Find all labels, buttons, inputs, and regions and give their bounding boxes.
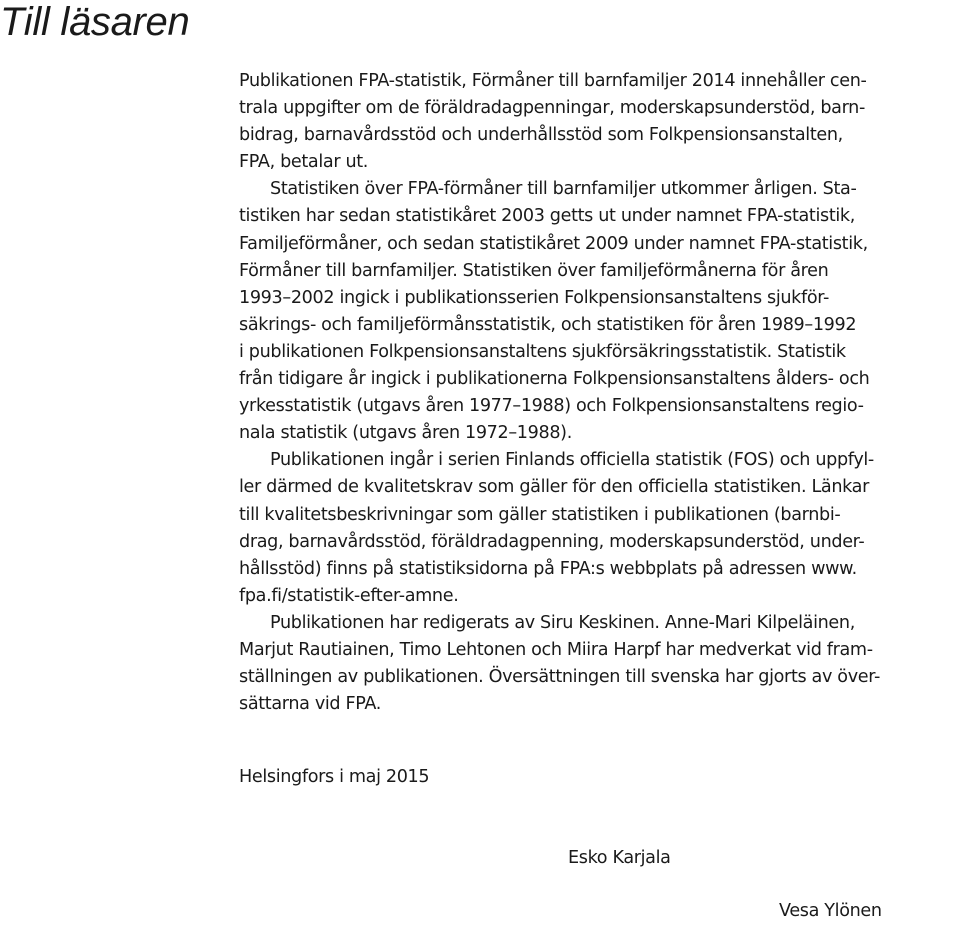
body-text: [239, 68, 955, 718]
body-line: sättarna vid FPA.: [239, 694, 382, 715]
body-line: Marjut Rautiainen, Timo Lehtonen och Miira Harpf har medverkat vid fram-: [239, 639, 873, 660]
body-line: Publikationen har redigerats av Siru Keskinen. Anne-Mari Kilpeläinen,: [270, 612, 855, 633]
body-line: FPA, betalar ut.: [239, 152, 369, 173]
body-line: Publikationen FPA-statistik, Förmåner till barnfamiljer 2014 innehåller cen-: [239, 71, 867, 91]
body-line: ställningen av publikationen. Översättningen till svenska har gjorts av över-: [239, 667, 880, 688]
body-line: Statistiken över FPA-förmåner till barnfamiljer utkommer årligen. Sta-: [270, 179, 857, 200]
body-line: fpa.fi/statistik-efter-amne.: [239, 585, 459, 606]
body-line: ler därmed de kvalitetskrav som gäller för den officiella statistiken. Länkar: [239, 477, 869, 498]
body-line: Familjeförmåner, och sedan statistikåret 2009 under namnet FPA-statistik,: [239, 233, 868, 254]
signatory-1: Esko Karjala: [568, 848, 671, 868]
body-line: yrkesstatistik (utgavs åren 1977–1988) och Folkpensionsanstaltens regio-: [239, 396, 864, 417]
body-line: från tidigare år ingick i publikationerna Folkpensionsanstaltens ålders- och: [239, 369, 870, 390]
page-title: Till läsaren: [0, 0, 190, 44]
body-line: 1993–2002 ingick i publikationsserien Folkpensionsanstaltens sjukför-: [239, 287, 830, 308]
body-line: drag, barnavårdsstöd, föräldradagpenning, moderskapsunderstöd, under-: [239, 531, 865, 552]
body-line: nala statistik (utgavs åren 1972–1988).: [239, 423, 572, 444]
body-line: Publikationen ingår i serien Finlands officiella statistik (FOS) och uppfyl-: [270, 450, 874, 471]
body-line: hållsstöd) finns på statistiksidorna på FPA:s webbplats på adressen www.: [239, 558, 857, 579]
body-line: bidrag, barnavårdsstöd och underhållsstöd som Folkpensionsanstalten,: [239, 125, 843, 146]
body-line: i publikationen Folkpensionsanstaltens sjukförsäkringsstatistik. Statistik: [239, 341, 846, 362]
body-line: säkrings- och familjeförmånsstatistik, och statistiken för åren 1989–1992: [239, 314, 857, 335]
body-line: tistiken har sedan statistikåret 2003 getts ut under namnet FPA-statistik,: [239, 206, 855, 227]
signatory-2: Vesa Ylönen: [779, 901, 882, 921]
body-line: trala uppgifter om de föräldradagpenningar, moderskapsunderstöd, barn-: [239, 98, 865, 119]
body-line: Förmåner till barnfamiljer. Statistiken över familjeförmånerna för åren: [239, 260, 829, 281]
place-date: Helsingfors i maj 2015: [239, 767, 430, 787]
body-line: till kvalitetsbeskrivningar som gäller statistiken i publikationen (barnbi-: [239, 504, 841, 525]
